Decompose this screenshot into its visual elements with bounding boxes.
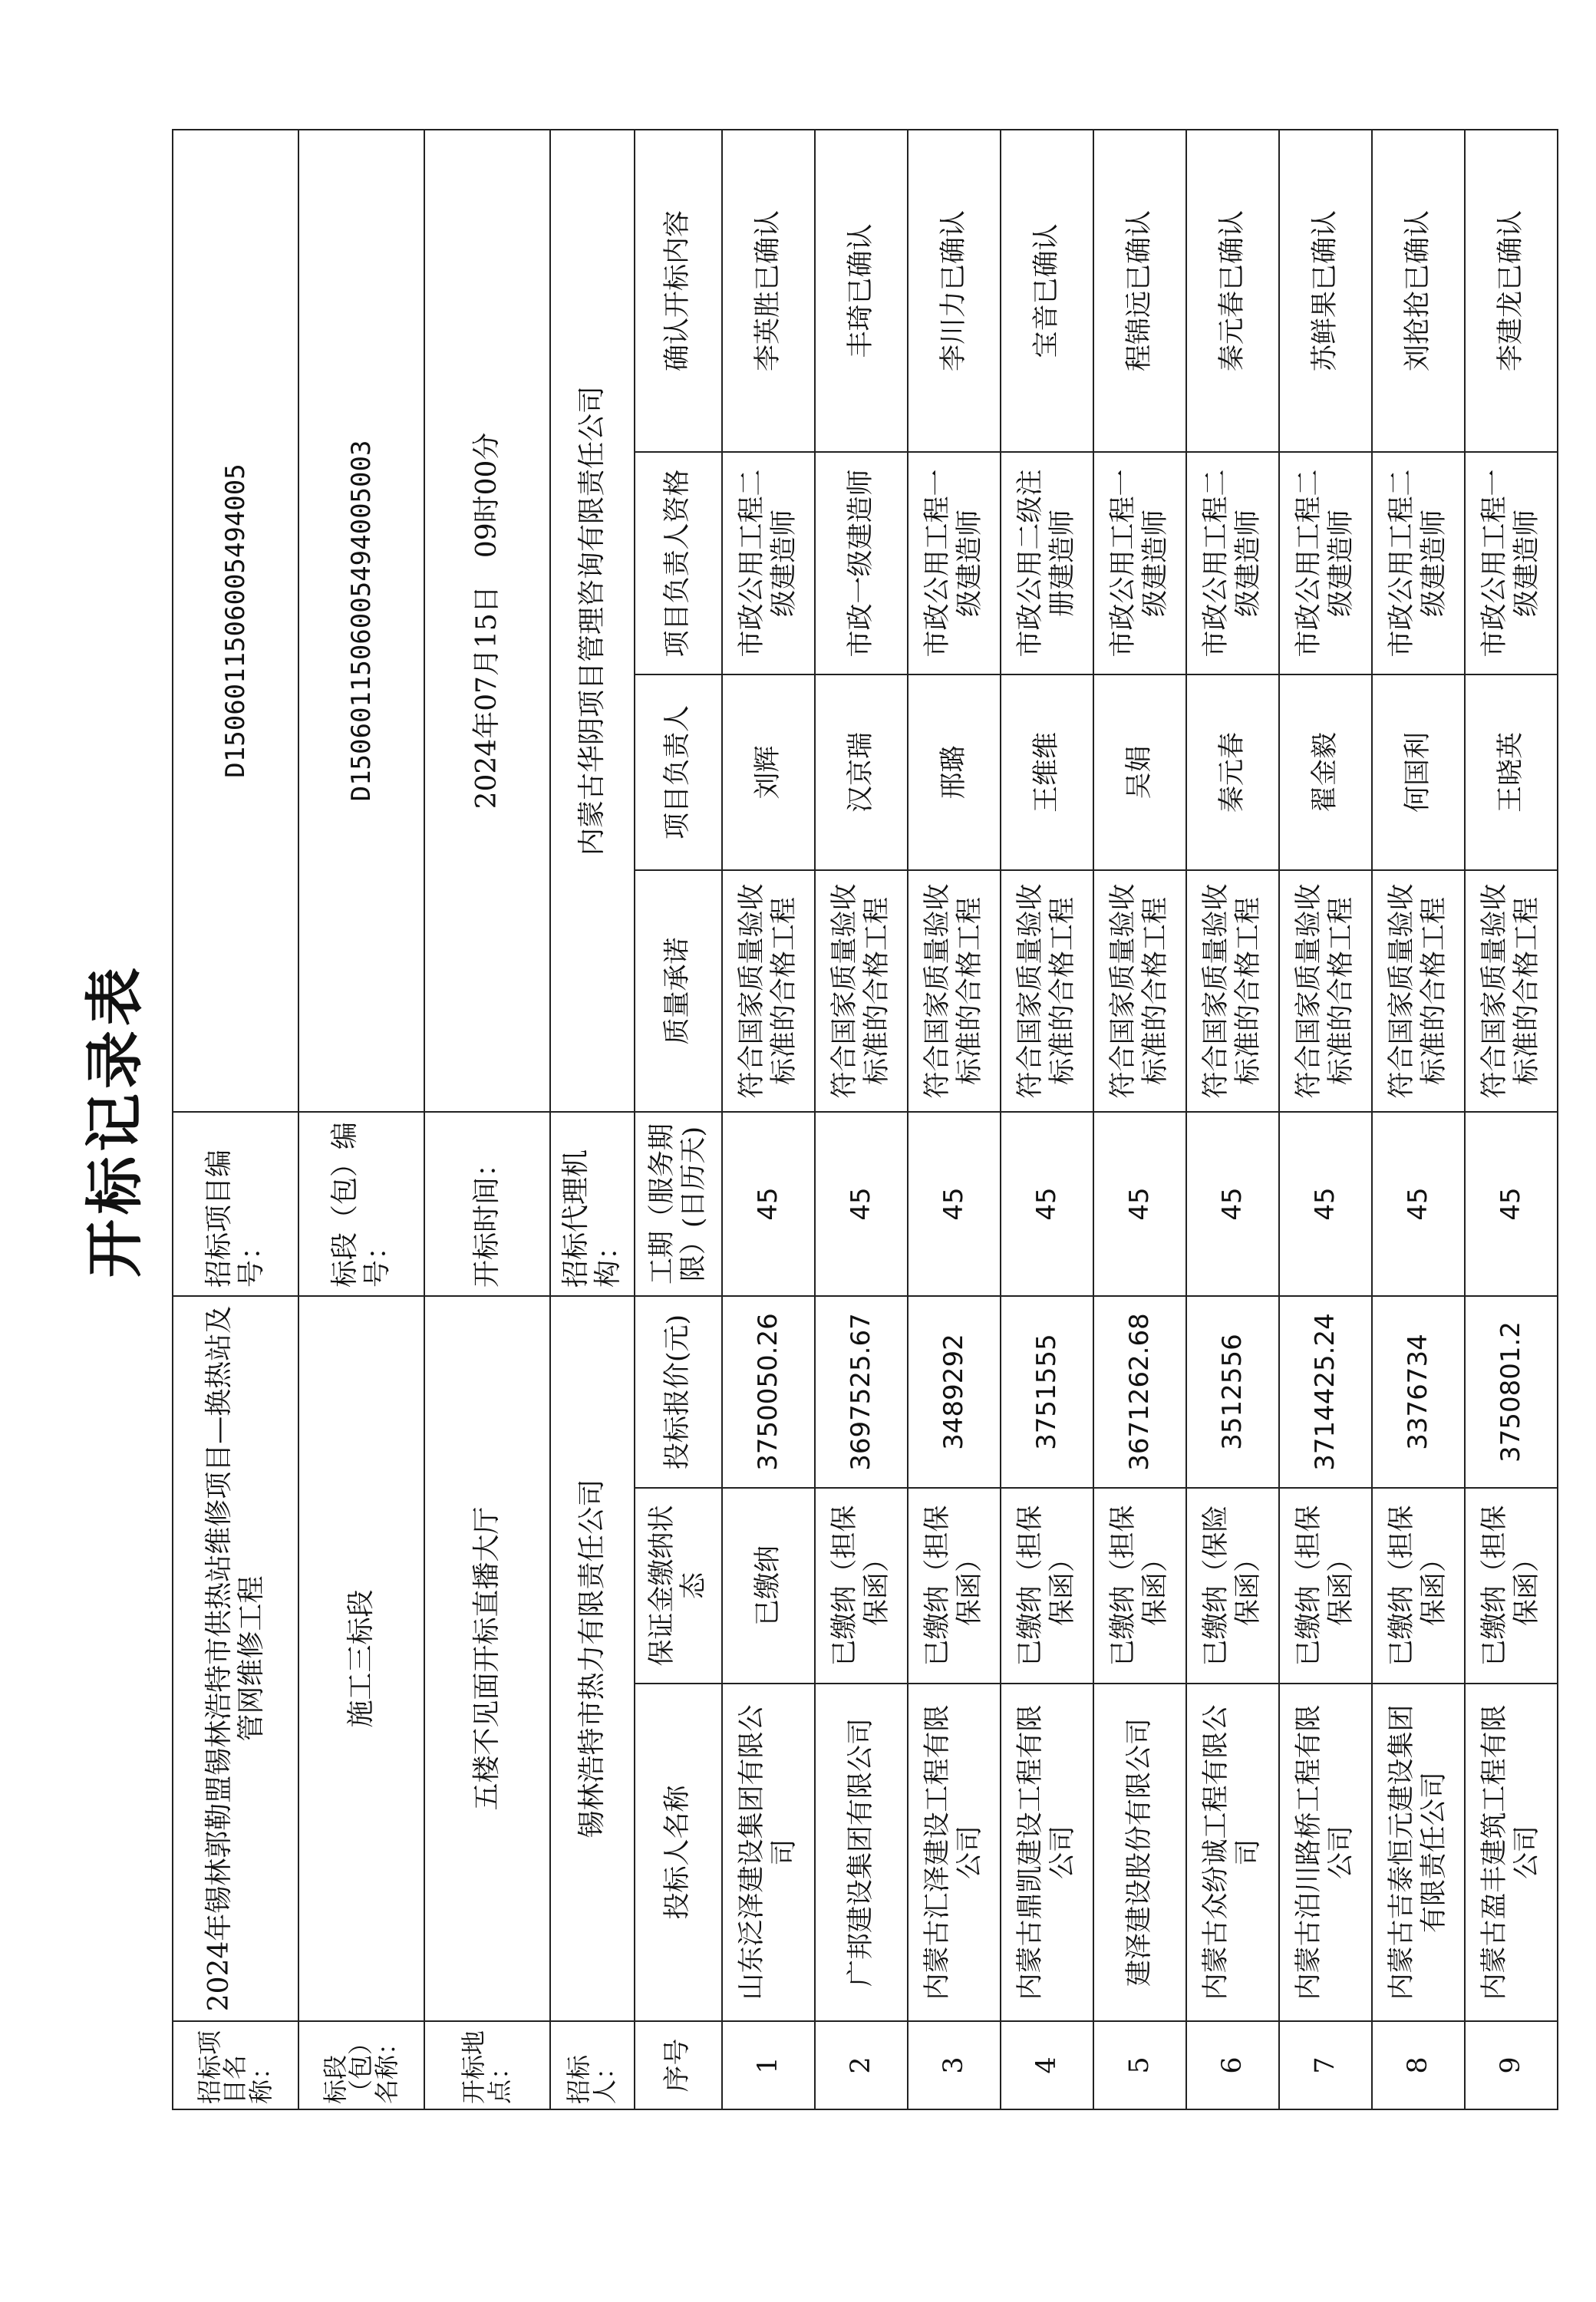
cell-no: 7 (1279, 2021, 1372, 2109)
cell-quality: 符合国家质量验收标准的合格工程 (1001, 870, 1093, 1112)
cell-bidder: 内蒙古鼎凯建设工程有限公司 (1001, 1684, 1093, 2021)
label-project-code: 招标项目编号： (173, 1112, 298, 1296)
cell-price: 3489292 (908, 1296, 1001, 1488)
cell-no: 9 (1465, 2021, 1558, 2109)
cell-period: 45 (908, 1112, 1001, 1296)
col-header-qualification: 项目负责人资格 (635, 452, 722, 674)
cell-bidder: 内蒙古众纷诚工程有限公司 (1186, 1684, 1279, 2021)
cell-confirm: 苏鲜果已确认 (1279, 130, 1372, 452)
cell-quality: 符合国家质量验收标准的合格工程 (1372, 870, 1465, 1112)
cell-period: 45 (1279, 1112, 1372, 1296)
label-tenderer: 招标人： (550, 2021, 635, 2109)
value-agency: 内蒙古华阴项目管理咨询有限责任公司 (550, 130, 635, 1112)
cell-manager: 刘辉 (722, 674, 815, 870)
value-project-code: D1506011506005494005 (173, 130, 298, 1112)
cell-price: 3751555 (1001, 1296, 1093, 1488)
cell-qualification: 市政一级建造师 (815, 452, 908, 674)
cell-confirm: 秦元春已确认 (1186, 130, 1279, 452)
cell-manager: 秦元春 (1186, 674, 1279, 870)
cell-deposit: 已缴纳（担保保函） (1465, 1488, 1558, 1684)
cell-no: 3 (908, 2021, 1001, 2109)
value-opening-time: 2024年07月15日 09时00分 (424, 130, 550, 1112)
cell-price: 3697525.67 (815, 1296, 908, 1488)
value-section-name: 施工三标段 (298, 1296, 424, 2021)
header-row (635, 130, 722, 2109)
table-row (1093, 130, 1186, 2109)
cell-period: 45 (815, 1112, 908, 1296)
cell-price: 3671262.68 (1093, 1296, 1186, 1488)
label-opening-time: 开标时间： (424, 1112, 550, 1296)
cell-qualification: 市政公用工程一级建造师 (908, 452, 1001, 674)
cell-price: 3750801.2 (1465, 1296, 1558, 1488)
table-row (1279, 130, 1372, 2109)
cell-period: 45 (1372, 1112, 1465, 1296)
label-project-name: 招标项目名称： (173, 2021, 298, 2109)
cell-price: 3376734 (1372, 1296, 1465, 1488)
cell-qualification: 市政公用工程二级建造师 (722, 452, 815, 674)
label-agency: 招标代理机构： (550, 1112, 635, 1296)
cell-no: 1 (722, 2021, 815, 2109)
cell-quality: 符合国家质量验收标准的合格工程 (908, 870, 1001, 1112)
cell-deposit: 已缴纳（担保保函） (908, 1488, 1001, 1684)
col-header-price: 投标报价(元) (635, 1296, 722, 1488)
info-row-location (424, 130, 550, 2109)
col-header-bidder: 投标人名称 (635, 1684, 722, 2021)
cell-bidder: 内蒙古泊川路桥工程有限公司 (1279, 1684, 1372, 2021)
col-header-quality: 质量承诺 (635, 870, 722, 1112)
cell-qualification: 市政公用工程二级建造师 (1372, 452, 1465, 674)
cell-deposit: 已缴纳（担保保函） (1001, 1488, 1093, 1684)
cell-deposit: 已缴纳（担保保函） (815, 1488, 908, 1684)
bid-opening-sheet (61, 130, 1542, 2110)
info-row-section-name (298, 130, 424, 2109)
cell-confirm: 程锦远已确认 (1093, 130, 1186, 452)
cell-qualification: 市政公用工程一级建造师 (1465, 452, 1558, 674)
value-project-name: 2024年锡林郭勒盟锡林浩特市供热站维修项目—换热站及管网维修工程 (173, 1296, 298, 2021)
value-section-code: D1506011506005494005003 (298, 130, 424, 1112)
cell-bidder: 广邦建设集团有限公司 (815, 1684, 908, 2021)
col-header-no: 序号 (635, 2021, 722, 2109)
value-location: 五楼不见面开标直播大厅 (424, 1296, 550, 2021)
cell-period: 45 (1093, 1112, 1186, 1296)
cell-quality: 符合国家质量验收标准的合格工程 (1279, 870, 1372, 1112)
col-header-confirm: 确认开标内容 (635, 130, 722, 452)
col-header-period: 工期（服务期限）(日历天) (635, 1112, 722, 1296)
cell-manager: 邢璐 (908, 674, 1001, 870)
info-row-project-name (173, 130, 298, 2109)
cell-confirm: 刘抢抢已确认 (1372, 130, 1465, 452)
cell-no: 2 (815, 2021, 908, 2109)
cell-bidder: 内蒙古汇泽建设工程有限公司 (908, 1684, 1001, 2021)
cell-bidder: 内蒙古吉泰恒元建设集团有限责任公司 (1372, 1684, 1465, 2021)
cell-price: 3750050.26 (722, 1296, 815, 1488)
cell-no: 6 (1186, 2021, 1279, 2109)
table-row (1465, 130, 1558, 2109)
cell-quality: 符合国家质量验收标准的合格工程 (722, 870, 815, 1112)
cell-quality: 符合国家质量验收标准的合格工程 (1186, 870, 1279, 1112)
col-header-manager: 项目负责人 (635, 674, 722, 870)
label-section-code: 标段（包）编号： (298, 1112, 424, 1296)
cell-period: 45 (1465, 1112, 1558, 1296)
col-header-deposit: 保证金缴纳状态 (635, 1488, 722, 1684)
cell-no: 5 (1093, 2021, 1186, 2109)
cell-manager: 何国利 (1372, 674, 1465, 870)
cell-qualification: 市政公用二级注册建造师 (1001, 452, 1093, 674)
info-row-parties (550, 130, 635, 2109)
table-row (815, 130, 908, 2109)
value-tenderer: 锡林浩特市热力有限责任公司 (550, 1296, 635, 2021)
cell-quality: 符合国家质量验收标准的合格工程 (1093, 870, 1186, 1112)
table-row (722, 130, 815, 2109)
cell-quality: 符合国家质量验收标准的合格工程 (1465, 870, 1558, 1112)
cell-confirm: 李建龙已确认 (1465, 130, 1558, 452)
label-location: 开标地点： (424, 2021, 550, 2109)
cell-manager: 王晓英 (1465, 674, 1558, 870)
cell-confirm: 李川力已确认 (908, 130, 1001, 452)
bid-opening-table (172, 129, 1558, 2110)
cell-manager: 王维维 (1001, 674, 1093, 870)
cell-period: 45 (1186, 1112, 1279, 1296)
cell-period: 45 (1001, 1112, 1093, 1296)
cell-manager: 吴娟 (1093, 674, 1186, 870)
cell-bidder: 山东泛泽建设集团有限公司 (722, 1684, 815, 2021)
cell-deposit: 已缴纳（担保保函） (1279, 1488, 1372, 1684)
cell-qualification: 市政公用工程二级建造师 (1186, 452, 1279, 674)
cell-bidder: 内蒙古盈丰建筑工程有限公司 (1465, 1684, 1558, 2021)
cell-no: 8 (1372, 2021, 1465, 2109)
table-row (908, 130, 1001, 2109)
document-title: 开标记录表 (81, 963, 149, 1278)
table-row (1186, 130, 1279, 2109)
table-row (1372, 130, 1465, 2109)
table-row (1001, 130, 1093, 2109)
cell-deposit: 已缴纳（保险保函） (1186, 1488, 1279, 1684)
cell-confirm: 宝音已确认 (1001, 130, 1093, 452)
cell-qualification: 市政公用工程一级建造师 (1093, 452, 1186, 674)
cell-qualification: 市政公用工程二级建造师 (1279, 452, 1372, 674)
cell-no: 4 (1001, 2021, 1093, 2109)
cell-deposit: 已缴纳（担保保函） (1372, 1488, 1465, 1684)
cell-price: 3512556 (1186, 1296, 1279, 1488)
cell-confirm: 丰琦已确认 (815, 130, 908, 452)
cell-manager: 汉京瑞 (815, 674, 908, 870)
cell-deposit: 已缴纳（担保保函） (1093, 1488, 1186, 1684)
cell-period: 45 (722, 1112, 815, 1296)
cell-price: 3714425.24 (1279, 1296, 1372, 1488)
cell-quality: 符合国家质量验收标准的合格工程 (815, 870, 908, 1112)
cell-bidder: 建泽建设股份有限公司 (1093, 1684, 1186, 2021)
cell-manager: 翟金毅 (1279, 674, 1372, 870)
label-section-name: 标段（包）名称： (298, 2021, 424, 2109)
cell-confirm: 李英胜已确认 (722, 130, 815, 452)
cell-deposit: 已缴纳 (722, 1488, 815, 1684)
